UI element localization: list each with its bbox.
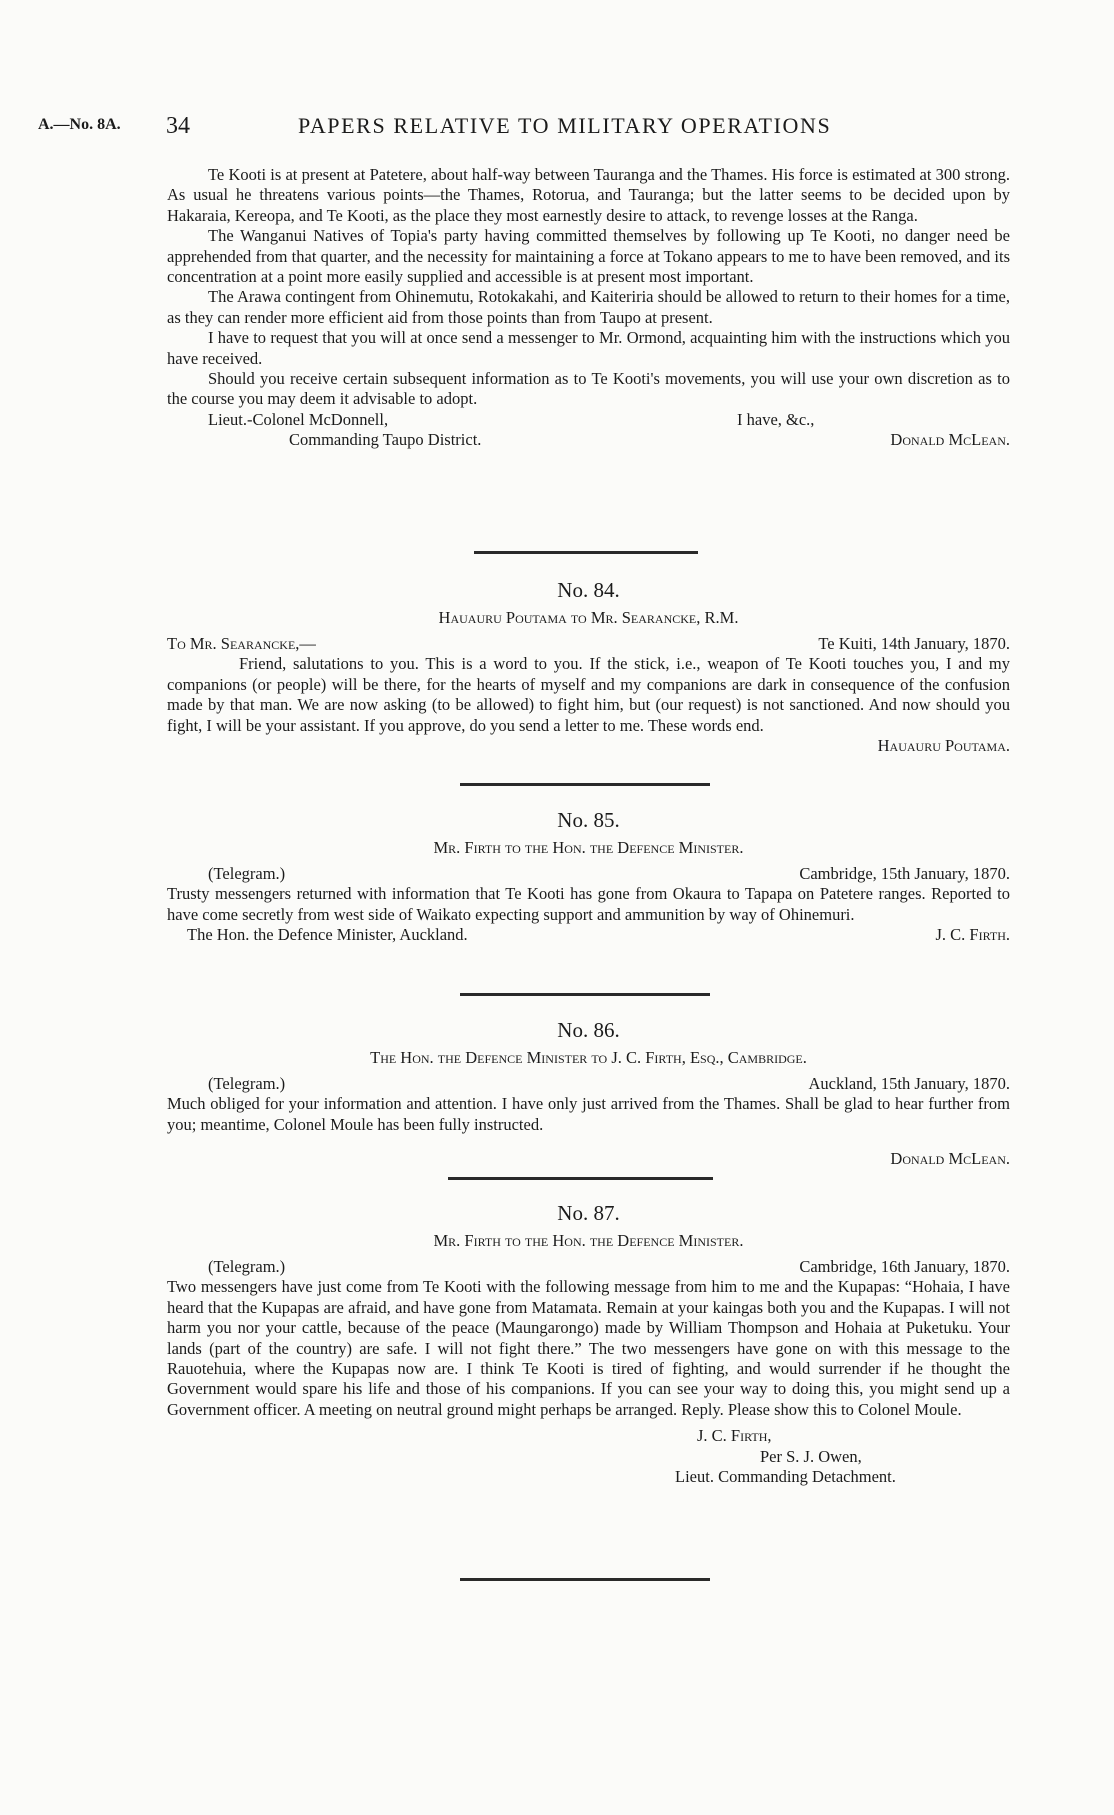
- intro-paragraph: Te Kooti is at present at Patetere, about half-way between Tauranga and the Thames. His force is estimated at 300 strong. As usual he threatens various points—the Thames, Rotorua, and Tauranga; but the latter seems to be decided upon by Hakaraia, Kereopa, and Te Kooti, as the place they most earnestly desire to attack, to revenge losses at the Ranga.: [167, 165, 1010, 225]
- telegram-87: [167, 1257, 1010, 1487]
- section-subheading: The Hon. the Defence Minister to J. C. Firth, Esq., Cambridge.: [370, 1048, 807, 1067]
- signature-per: Per S. J. Owen,: [760, 1446, 862, 1466]
- telegram-label: (Telegram.): [208, 1257, 286, 1276]
- addressee-closing-row: [167, 410, 1010, 430]
- section-heading: No. 85.: [557, 808, 620, 832]
- telegram-label: (Telegram.): [208, 1074, 286, 1093]
- signature: Hauauru Poutama.: [877, 736, 1010, 756]
- place-date: Cambridge, 16th January, 1870.: [799, 1257, 1010, 1276]
- telegram-86: [167, 1074, 1010, 1170]
- section-subheading: Mr. Firth to the Hon. the Defence Minister.: [433, 1231, 744, 1250]
- signature-block: [675, 1426, 1010, 1487]
- intro-paragraph: Should you receive certain subsequent information as to Te Kooti's movements, you will use your own discretion as to the course you may deem it advisable to adopt.: [167, 369, 1010, 409]
- signature: J. C. Firth.: [935, 925, 1010, 945]
- salutation: To Mr. Searancke,—: [167, 634, 316, 653]
- intro-letter: [167, 165, 1010, 451]
- place-date: Cambridge, 15th January, 1870.: [799, 864, 1010, 883]
- addressee-line-2: Commanding Taupo District.: [289, 430, 482, 450]
- page-number: 34: [166, 113, 190, 139]
- closing: I have, &c.,: [737, 409, 815, 429]
- section-divider: [460, 993, 710, 996]
- section-heading: No. 87.: [557, 1201, 620, 1225]
- signature: Donald McLean.: [890, 430, 1010, 450]
- section-divider: [474, 551, 698, 554]
- telegram-body: Trusty messengers returned with information that Te Kooti has gone from Okaura to Tapapa on Patetere ranges. Reported to have come secretly from west side of Waikato expecting support and ammunition by way of Ohinemuri.: [167, 884, 1010, 924]
- page-header: [38, 113, 1038, 143]
- intro-paragraph: The Arawa contingent from Ohinemutu, Rotokakahi, and Kaiteriria should be allowed to return to their homes for a time, as they can render more efficient aid from those points than from Taupo at present.: [167, 287, 1010, 327]
- section-subheading: Hauauru Poutama to Mr. Searancke, R.M.: [438, 608, 739, 627]
- signature-name: J. C. Firth,: [697, 1426, 772, 1446]
- place-date: Auckland, 15th January, 1870.: [808, 1074, 1010, 1093]
- section-divider: [460, 1578, 710, 1581]
- section-heading: No. 84.: [557, 578, 620, 602]
- telegram-85: [167, 864, 1010, 946]
- addressee-signature-row: [167, 430, 1010, 450]
- section-divider: [460, 783, 710, 786]
- section-divider: [448, 1177, 713, 1180]
- telegram-label: (Telegram.): [208, 864, 286, 883]
- place-date: Te Kuiti, 14th January, 1870.: [818, 634, 1010, 653]
- section-heading: No. 86.: [557, 1018, 620, 1042]
- intro-paragraph: I have to request that you will at once send a messenger to Mr. Ormond, acquainting him with the instructions which you have received.: [167, 328, 1010, 368]
- telegram-body: Much obliged for your information and attention. I have only just arrived from the Thames. Shall be glad to hear further from you; meantime, Colonel Moule has been fully instructed.: [167, 1094, 1010, 1134]
- section-subheading: Mr. Firth to the Hon. the Defence Minister.: [433, 838, 744, 857]
- signature: Donald McLean.: [890, 1149, 1010, 1169]
- running-title: PAPERS RELATIVE TO MILITARY OPERATIONS: [298, 113, 832, 138]
- intro-paragraph: The Wanganui Natives of Topia's party having committed themselves by following up Te Kooti, no danger need be apprehended from that quarter, and the necessity for maintaining a force at Tokano appears to me to have been removed, and its concentration at a point more easily supplied and accessible is at present most important.: [167, 226, 1010, 287]
- document-reference: A.—No. 8A.: [38, 116, 121, 133]
- telegram-body: Two messengers have just come from Te Kooti with the following message from him to me and the Kupapas: “Hohaia, I have heard that the Kupapas are afraid, and have gone from Matamata. Remain at your kaingas both you and the Kupapas. I will not harm you nor your cattle, because of the peace (Maungarongo) made by William Thompson and Hohaia at Puketuku. Your lands (part of the country) are safe. I will not fight there.” The two messengers have gone on with this message to the Rauotehuia, where the Kupapas now are. I think Te Kooti is tired of fighting, and would surrender if he thought the Government would spare his life and those of his companions. If you can see your way to doing this, you might send up a Government officer. A meeting on neutral ground might perhaps be arranged. Reply. Please show this to Colonel Moule.: [167, 1277, 1010, 1419]
- letter-body: Friend, salutations to you. This is a word to you. If the stick, i.e., weapon of Te Kooti touches you, I and my companions (or people) will be there, for the hearts of myself and my companions are dark in consequence of the confusion made by that man. We are now asking (to be allowed) to fight him, but (our request) is not sanctioned. And now should you fight, I will be your assistant. If you approve, do you send a letter to me. These words end.: [167, 654, 1010, 735]
- addressee-line-1: Lieut.-Colonel McDonnell,: [208, 409, 389, 429]
- signature-rank: Lieut. Commanding Detachment.: [675, 1467, 896, 1487]
- addressee: The Hon. the Defence Minister, Auckland.: [187, 925, 468, 945]
- letter-84: [167, 634, 1010, 756]
